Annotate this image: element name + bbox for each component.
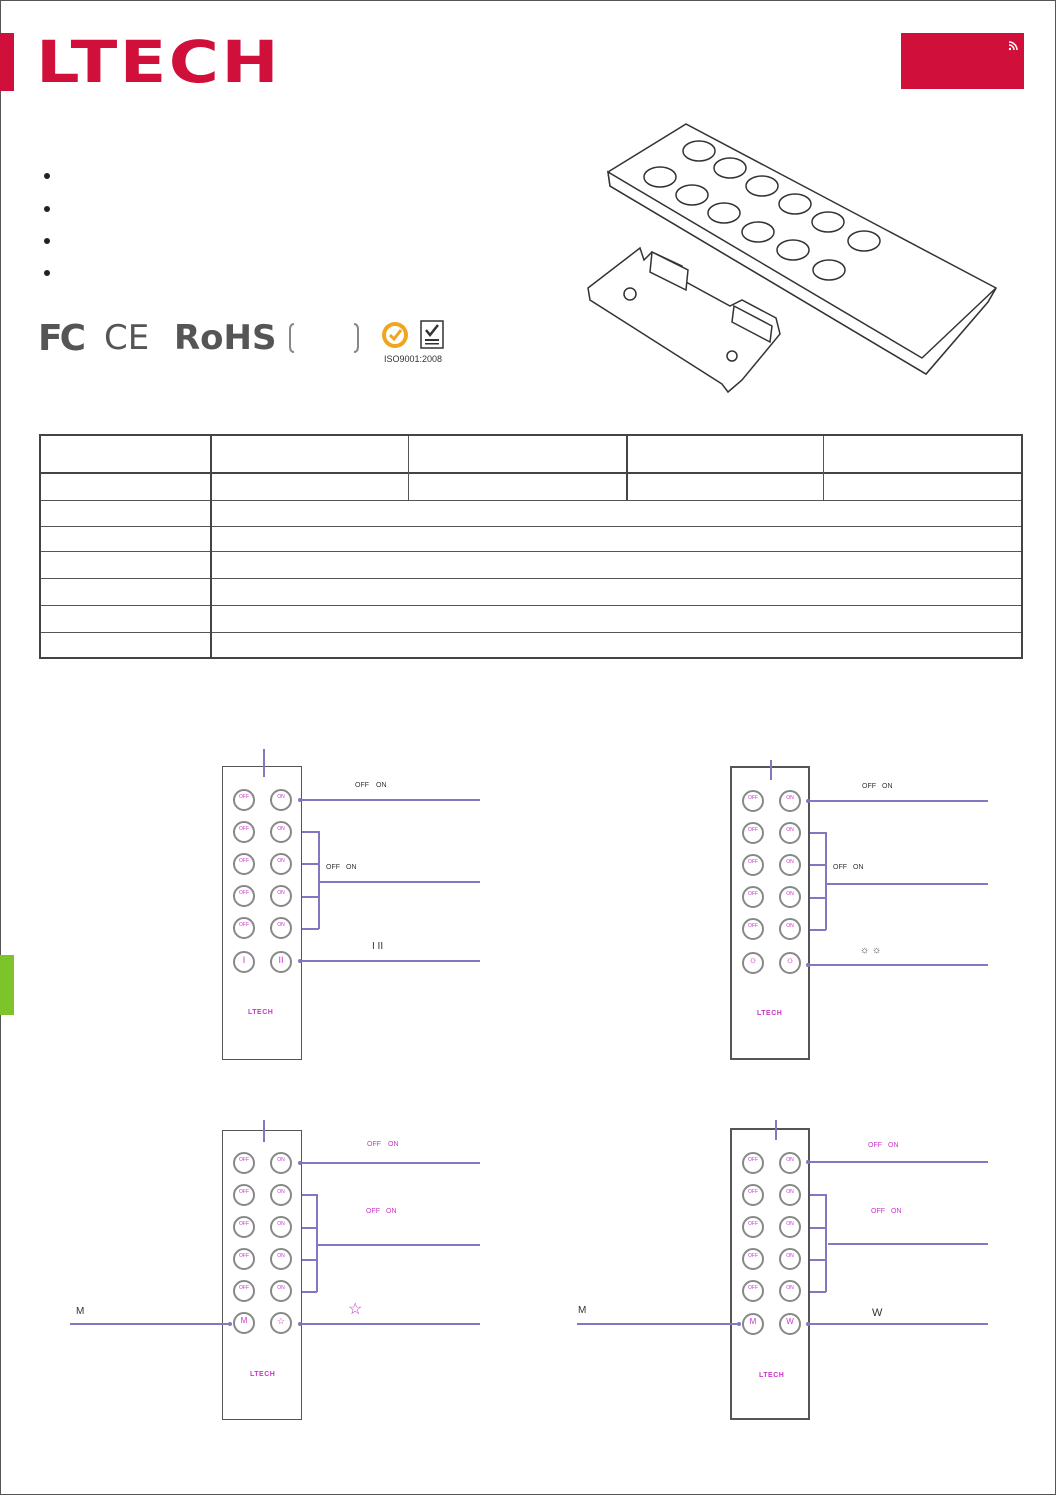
group-bracket (302, 1291, 317, 1293)
remote-button: ON (779, 1280, 801, 1302)
callout-line (825, 883, 988, 885)
callout-dot (737, 1322, 741, 1326)
ukas-badge-icon (419, 320, 447, 350)
group-bracket (318, 831, 320, 929)
annotation-off: OFF (326, 864, 340, 871)
mode-button: M (742, 1313, 764, 1335)
remote-button: ON (270, 1248, 292, 1270)
callout-dot (298, 798, 302, 802)
remote-button: OFF (233, 1184, 255, 1206)
remote-button: ON (779, 1184, 801, 1206)
remote-diagram-b (730, 766, 810, 1060)
remote-button: OFF (742, 822, 764, 844)
antenna-pointer (770, 760, 772, 780)
side-label: M (76, 1306, 85, 1317)
group-bracket (825, 1194, 827, 1292)
antenna-pointer (263, 1120, 265, 1142)
callout-dot (298, 1161, 302, 1165)
remote-button: OFF (233, 1248, 255, 1270)
callout-dot (806, 1160, 810, 1164)
table-row-divider (41, 632, 1021, 633)
remote-button: ON (779, 790, 801, 812)
remote-button: ON (779, 854, 801, 876)
table-col-divider (823, 436, 824, 500)
remote-button: OFF (742, 1216, 764, 1238)
remote-button: ON (779, 886, 801, 908)
table-row-divider (41, 578, 1021, 579)
group-bracket (810, 1227, 826, 1229)
annotation-on: ON (376, 782, 387, 789)
remote-button: ON (270, 1184, 292, 1206)
annotation-on: ON (386, 1208, 397, 1215)
callout-line (577, 1323, 739, 1325)
remote-button: OFF (742, 854, 764, 876)
table-row-divider (41, 500, 1021, 501)
table-col-divider (210, 436, 212, 657)
callout-line (318, 881, 480, 883)
fcc-logo: FC (38, 318, 84, 359)
annotation-off: OFF (355, 782, 369, 789)
remote-button: OFF (233, 789, 255, 811)
brightness-down-button: ☼ (742, 952, 764, 974)
remote-button: OFF (742, 886, 764, 908)
table-row-divider (41, 605, 1021, 606)
mode-button: M (233, 1312, 255, 1334)
group-bracket (302, 863, 319, 865)
annotation-white: W (872, 1307, 883, 1319)
remote-button: OFF (233, 885, 255, 907)
star-icon: ☆ (348, 1301, 363, 1318)
remote-button: OFF (233, 853, 255, 875)
callout-dot (806, 1322, 810, 1326)
callout-dot (298, 959, 302, 963)
remote-logo: LTECH (757, 1010, 783, 1017)
remote-button: ON (270, 917, 292, 939)
brightness-up-button: ☼ (779, 952, 801, 974)
feature-bullet (44, 173, 50, 179)
remote-button: ON (270, 1280, 292, 1302)
table-row-divider (41, 551, 1021, 552)
group-bracket (810, 929, 826, 931)
callout-line (810, 1161, 988, 1163)
remote-button: OFF (742, 1280, 764, 1302)
brand-logo: LTECH (36, 28, 282, 96)
group-bracket (302, 1259, 317, 1261)
annotation-on: ON (346, 864, 357, 871)
remote-button: ON (779, 918, 801, 940)
remote-button: OFF (742, 790, 764, 812)
group-bracket (302, 896, 319, 898)
group-bracket (316, 1194, 318, 1292)
antenna-pointer (263, 749, 265, 777)
antenna-pointer (775, 1120, 777, 1140)
side-label: M (578, 1305, 587, 1316)
iso-label: ISO9001:2008 (384, 354, 443, 364)
annotation-off: OFF (833, 864, 847, 871)
table-col-divider (626, 436, 628, 500)
callout-line (70, 1323, 230, 1325)
rohs-logo: RoHS (174, 318, 277, 358)
group-bracket (302, 1194, 317, 1196)
remote-button: OFF (233, 1280, 255, 1302)
section-tab (0, 955, 14, 1015)
callout-dot (806, 799, 810, 803)
remote-button: ON (779, 1216, 801, 1238)
annotation-off: OFF (868, 1142, 882, 1149)
remote-button: OFF (742, 1152, 764, 1174)
feature-bullet (44, 206, 50, 212)
remote-button: ON (270, 789, 292, 811)
bracket-mark (288, 322, 360, 354)
group-bracket (810, 864, 826, 866)
remote-button: OFF (233, 1216, 255, 1238)
annotation-on: ON (882, 783, 893, 790)
annotation-scene: I II (372, 941, 384, 952)
group-bracket (810, 832, 826, 834)
remote-button: OFF (742, 918, 764, 940)
sgs-badge-icon (380, 320, 410, 350)
star-button: ☆ (270, 1312, 292, 1334)
model-badge (901, 33, 1024, 89)
group-bracket (810, 1194, 826, 1196)
remote-button: ON (270, 1152, 292, 1174)
remote-button: ON (779, 822, 801, 844)
table-col-divider (408, 436, 409, 500)
product-illustration (582, 120, 1002, 395)
white-button: W (779, 1313, 801, 1335)
annotation-on: ON (853, 864, 864, 871)
annotation-on: ON (388, 1141, 399, 1148)
remote-logo: LTECH (248, 1009, 274, 1016)
callout-line (810, 800, 988, 802)
remote-button: OFF (233, 821, 255, 843)
annotation-off: OFF (366, 1208, 380, 1215)
callout-line (302, 1323, 480, 1325)
callout-line (810, 964, 988, 966)
remote-button: ON (270, 821, 292, 843)
group-bracket (810, 897, 826, 899)
callout-line (302, 799, 480, 801)
annotation-brightness: ☼ ☼ (860, 945, 882, 956)
remote-button: OFF (742, 1184, 764, 1206)
feature-bullet (44, 238, 50, 244)
callout-line (302, 1162, 480, 1164)
ce-logo: CE (104, 318, 150, 358)
remote-diagram-a (222, 766, 302, 1060)
group-bracket (302, 1227, 317, 1229)
annotation-off: OFF (862, 783, 876, 790)
table-row-divider (41, 526, 1021, 527)
spec-table (39, 434, 1023, 659)
group-bracket (810, 1259, 826, 1261)
remote-logo: LTECH (759, 1372, 785, 1379)
remote-button: OFF (742, 1248, 764, 1270)
remote-logo: LTECH (250, 1371, 276, 1378)
remote-button: ON (270, 1216, 292, 1238)
callout-dot (228, 1322, 232, 1326)
remote-diagram-d (730, 1128, 810, 1420)
group-bracket (302, 831, 319, 833)
callout-dot (298, 1322, 302, 1326)
logo-accent-bar (0, 33, 14, 91)
annotation-off: OFF (367, 1141, 381, 1148)
remote-button: OFF (233, 1152, 255, 1174)
table-row-divider (41, 472, 1021, 474)
wireless-signal-icon (1006, 39, 1020, 53)
callout-line (302, 960, 480, 962)
remote-button: ON (270, 885, 292, 907)
remote-button: II (270, 951, 292, 973)
annotation-on: ON (888, 1142, 899, 1149)
feature-bullet (44, 270, 50, 276)
group-bracket (302, 928, 319, 930)
remote-diagram-c (222, 1130, 302, 1420)
remote-button: ON (270, 853, 292, 875)
callout-dot (806, 963, 810, 967)
remote-button: I (233, 951, 255, 973)
annotation-on: ON (891, 1208, 902, 1215)
callout-line (828, 1243, 988, 1245)
group-bracket (825, 832, 827, 930)
callout-line (316, 1244, 480, 1246)
remote-button: ON (779, 1152, 801, 1174)
annotation-off: OFF (871, 1208, 885, 1215)
remote-button: ON (779, 1248, 801, 1270)
remote-button: OFF (233, 917, 255, 939)
group-bracket (810, 1291, 826, 1293)
callout-line (810, 1323, 988, 1325)
